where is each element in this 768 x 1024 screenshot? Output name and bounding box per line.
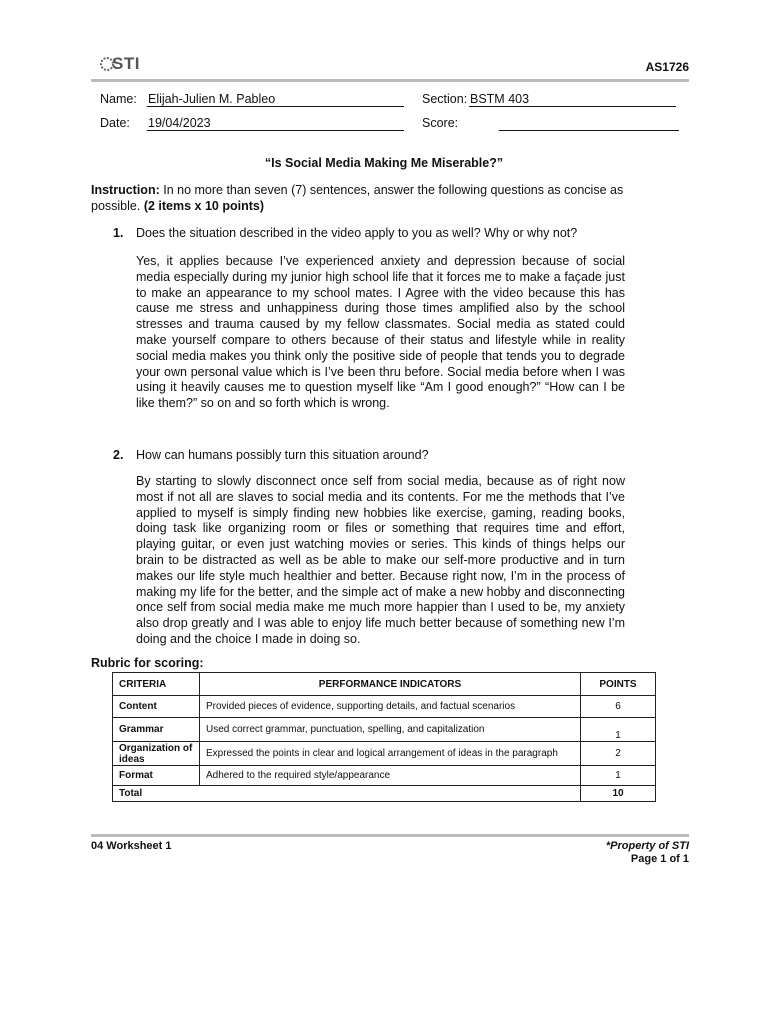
footer-property: *Property of STI: [605, 840, 689, 852]
rubric-table: [112, 672, 656, 802]
worksheet-title: “Is Social Media Making Me Miserable?”: [264, 156, 504, 170]
rubric-total-row: [113, 786, 656, 802]
date-value: 19/04/2023: [148, 116, 211, 130]
rubric-header-criteria: CRITERIA: [113, 673, 200, 696]
rubric-points: 2: [581, 742, 656, 766]
date-underline: [147, 130, 404, 131]
rubric-points: 1: [581, 766, 656, 786]
rubric-indicator: Used correct grammar, punctuation, spelling, and capitalization: [200, 718, 581, 742]
footer-divider: [91, 834, 689, 837]
rubric-header-points: POINTS: [581, 673, 656, 696]
name-underline: [147, 106, 404, 107]
question-2-text: How can humans possibly turn this situation around?: [136, 448, 429, 462]
rubric-indicator: Expressed the points in clear and logical arrangement of ideas in the paragraph: [200, 742, 581, 766]
footer-right: [606, 840, 689, 866]
question-2-number: 2.: [113, 448, 124, 462]
section-value: BSTM 403: [470, 92, 530, 106]
section-underline: [469, 106, 676, 107]
footer-worksheet: 04 Worksheet 1: [91, 840, 172, 852]
rubric-title: Rubric for scoring:: [91, 656, 204, 670]
sti-logo: [100, 54, 146, 74]
instruction-points: (2 items x 10 points): [143, 199, 264, 213]
instruction-text: In no more than seven (7) sentences, answer the following questions as concise as possible.: [91, 183, 624, 213]
score-label: Score:: [422, 116, 459, 130]
header-divider: [91, 79, 689, 82]
rubric-total-label: Total: [113, 786, 581, 802]
name-label: Name:: [100, 92, 137, 106]
date-label: Date:: [100, 116, 130, 130]
rubric-criteria: Organization of ideas: [113, 742, 200, 766]
rubric-total-points: 10: [581, 786, 656, 802]
rubric-criteria: Content: [113, 696, 200, 718]
name-value: Elijah-Julien M. Pableo: [148, 92, 276, 106]
rubric-row: [113, 696, 656, 718]
rubric-row: [113, 766, 656, 786]
instruction-label: Instruction:: [91, 183, 160, 197]
rubric-row: [113, 742, 656, 766]
rubric-header-row: [113, 673, 656, 696]
rubric-points: 6: [581, 696, 656, 718]
rubric-criteria: Format: [113, 766, 200, 786]
section-label: Section:: [422, 92, 468, 106]
answer-2: By starting to slowly disconnect once self from social media, because as of right now most if not all are slaves to social media and its contents. For me the methods that I’ve applied to myself is simply finding new hobbies like exercise, gaming, reading books, doing task like organizing room or files or something that requires time and effort, playing guitar, or even just watching movies or series. This kinds of things helps our brain to be distracted as well as be able to make our self-more productive and in turn makes our life style much healthier and better. Because right now, I’m in the process of making my life for the better, and the simple act of make a new hobby and disconnecting once self from social media make me much more happier than I used to be, my anxiety also drop greatly and I was able to enjoy life much better because of something new I’m doing and the choice I made in doing so.: [136, 474, 625, 646]
rubric-header-indicators: PERFORMANCE INDICATORS: [200, 673, 581, 696]
instruction: [91, 182, 651, 214]
rubric-criteria: Grammar: [113, 718, 200, 742]
question-1-text: Does the situation described in the video apply to you as well? Why or why not?: [136, 226, 578, 240]
question-1-number: 1.: [113, 226, 124, 240]
answer-1: Yes, it applies because I’ve experienced anxiety and depression because of social media especially during my junior high school life that it forces me to make a façade just to make an appearance to my school mates. I Agree with the video because this has cause me stress and unhappiness during those times amplified also by the school stresses and trauma caused by my fellow classmates. Social media as stated could make yourself compare to others because of their status and lifestyle while in reality social media makes you think only the positive side of people that tends you to degrade your own personal value which is I’ve been thru before. Social media before when I was using it heavily causes me to question myself like “Am I good enough?” “How can I be like them?” so on and so forth which is wrong.: [136, 254, 625, 411]
rubric-indicator: Provided pieces of evidence, supporting details, and factual scenarios: [200, 696, 581, 718]
score-underline: [499, 130, 679, 131]
logo-text: STI: [112, 54, 140, 73]
document-code: AS1726: [645, 60, 689, 74]
rubric-points: 1: [581, 718, 656, 742]
rubric-row: [113, 718, 656, 742]
footer-page: Page 1 of 1: [630, 853, 689, 865]
rubric-indicator: Adhered to the required style/appearance: [200, 766, 581, 786]
